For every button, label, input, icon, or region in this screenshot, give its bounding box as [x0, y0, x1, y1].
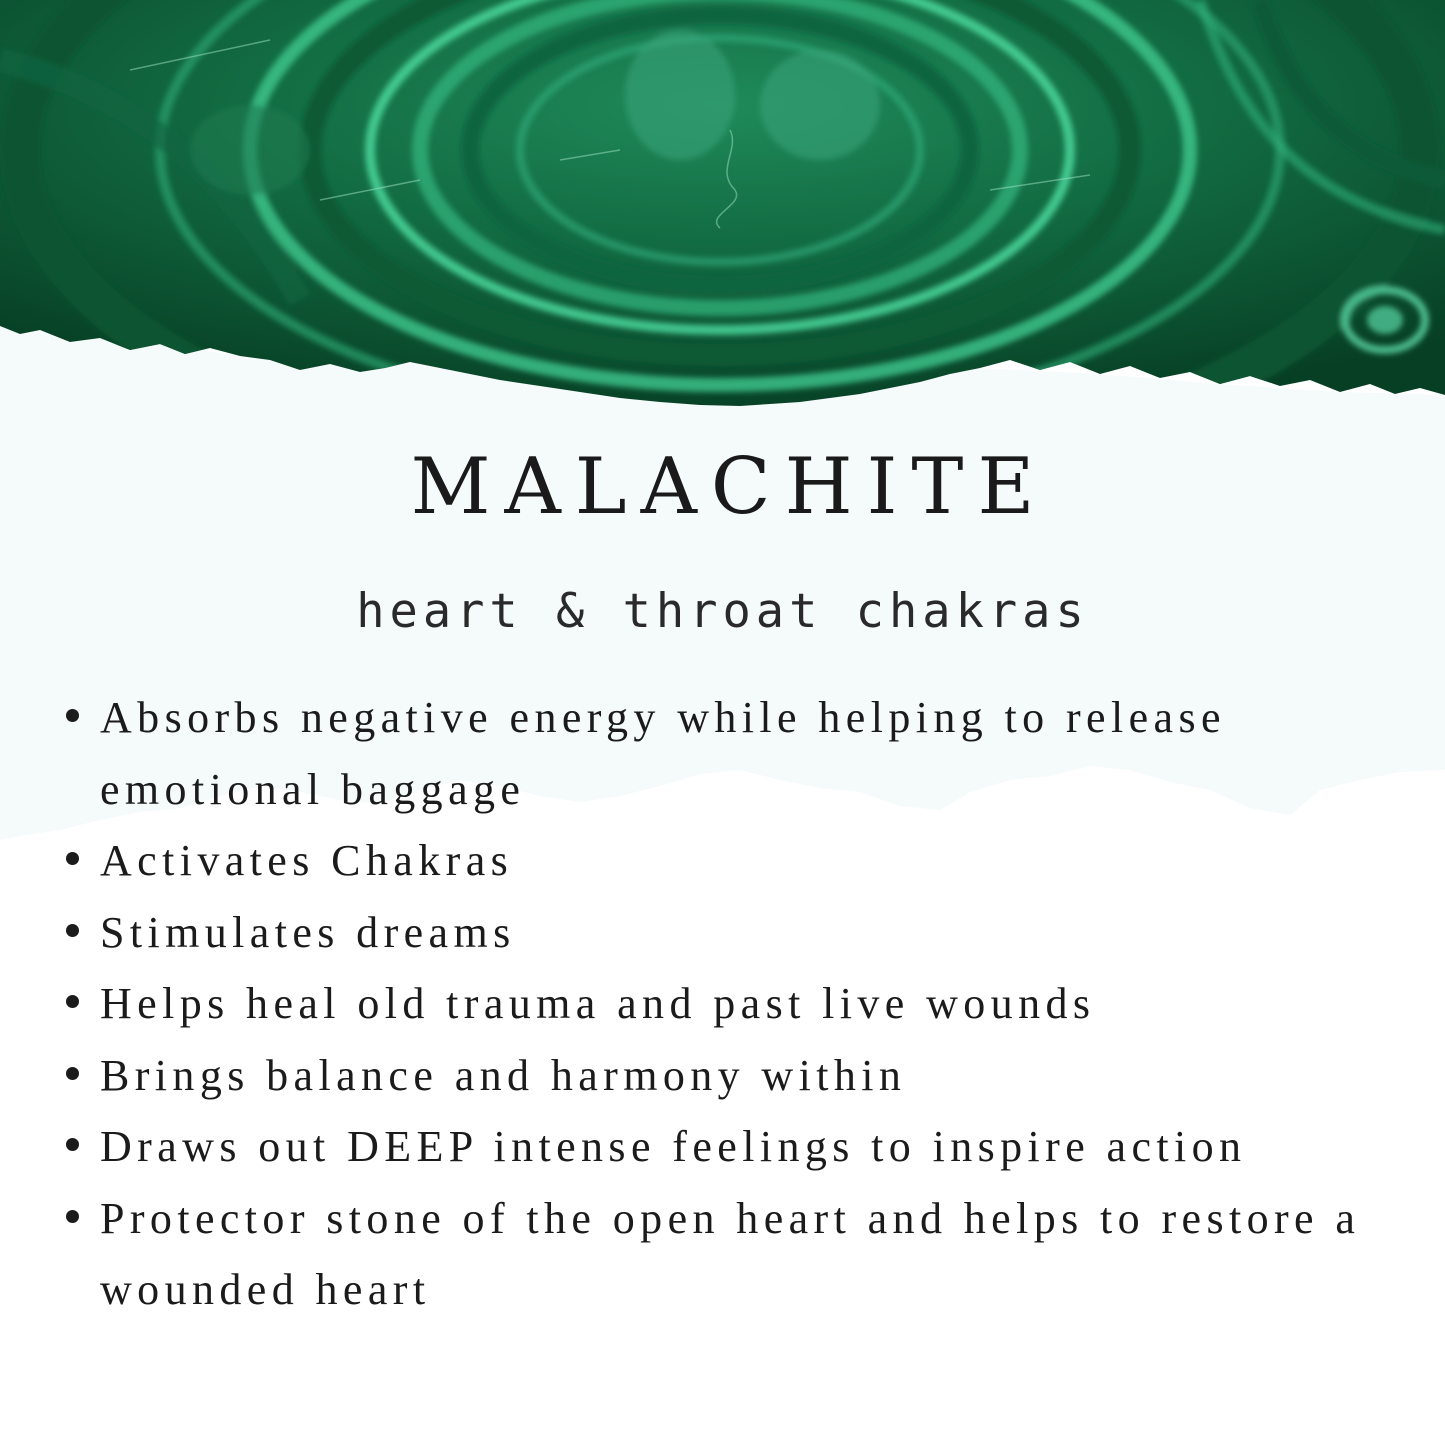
bullet-icon: [66, 1138, 79, 1151]
bullet-icon: [66, 1210, 79, 1223]
chakra-subtitle: heart & throat chakras: [356, 584, 1089, 639]
list-item: [58, 682, 1418, 825]
bullet-icon: [66, 1067, 79, 1080]
list-item: [58, 825, 1418, 897]
list-item-text: Helps heal old trauma and past live wounds: [100, 979, 1096, 1028]
properties-list: [58, 682, 1418, 1326]
list-item: [58, 968, 1418, 1040]
list-item: [58, 1111, 1418, 1183]
list-item-text: Stimulates dreams: [100, 907, 516, 957]
bullet-icon: [66, 709, 79, 722]
list-item: [58, 1040, 1418, 1112]
bullet-icon: [66, 852, 79, 865]
bullet-icon: [66, 924, 79, 937]
page-title: MALACHITE: [410, 442, 1049, 532]
list-item-text: Draws out DEEP intense feelings to inspire action: [100, 1122, 1247, 1171]
list-item-text: Activates Chakras: [100, 836, 514, 885]
bullet-icon: [66, 995, 79, 1008]
list-item: [58, 897, 1418, 969]
list-item-text: Brings balance and harmony within: [100, 1050, 907, 1100]
list-item-text: Absorbs negative energy while helping to release emotional baggage: [100, 693, 1226, 814]
list-item: [58, 1183, 1418, 1326]
list-item-text: Protector stone of the open heart and helps to restore a wounded heart: [100, 1193, 1361, 1314]
